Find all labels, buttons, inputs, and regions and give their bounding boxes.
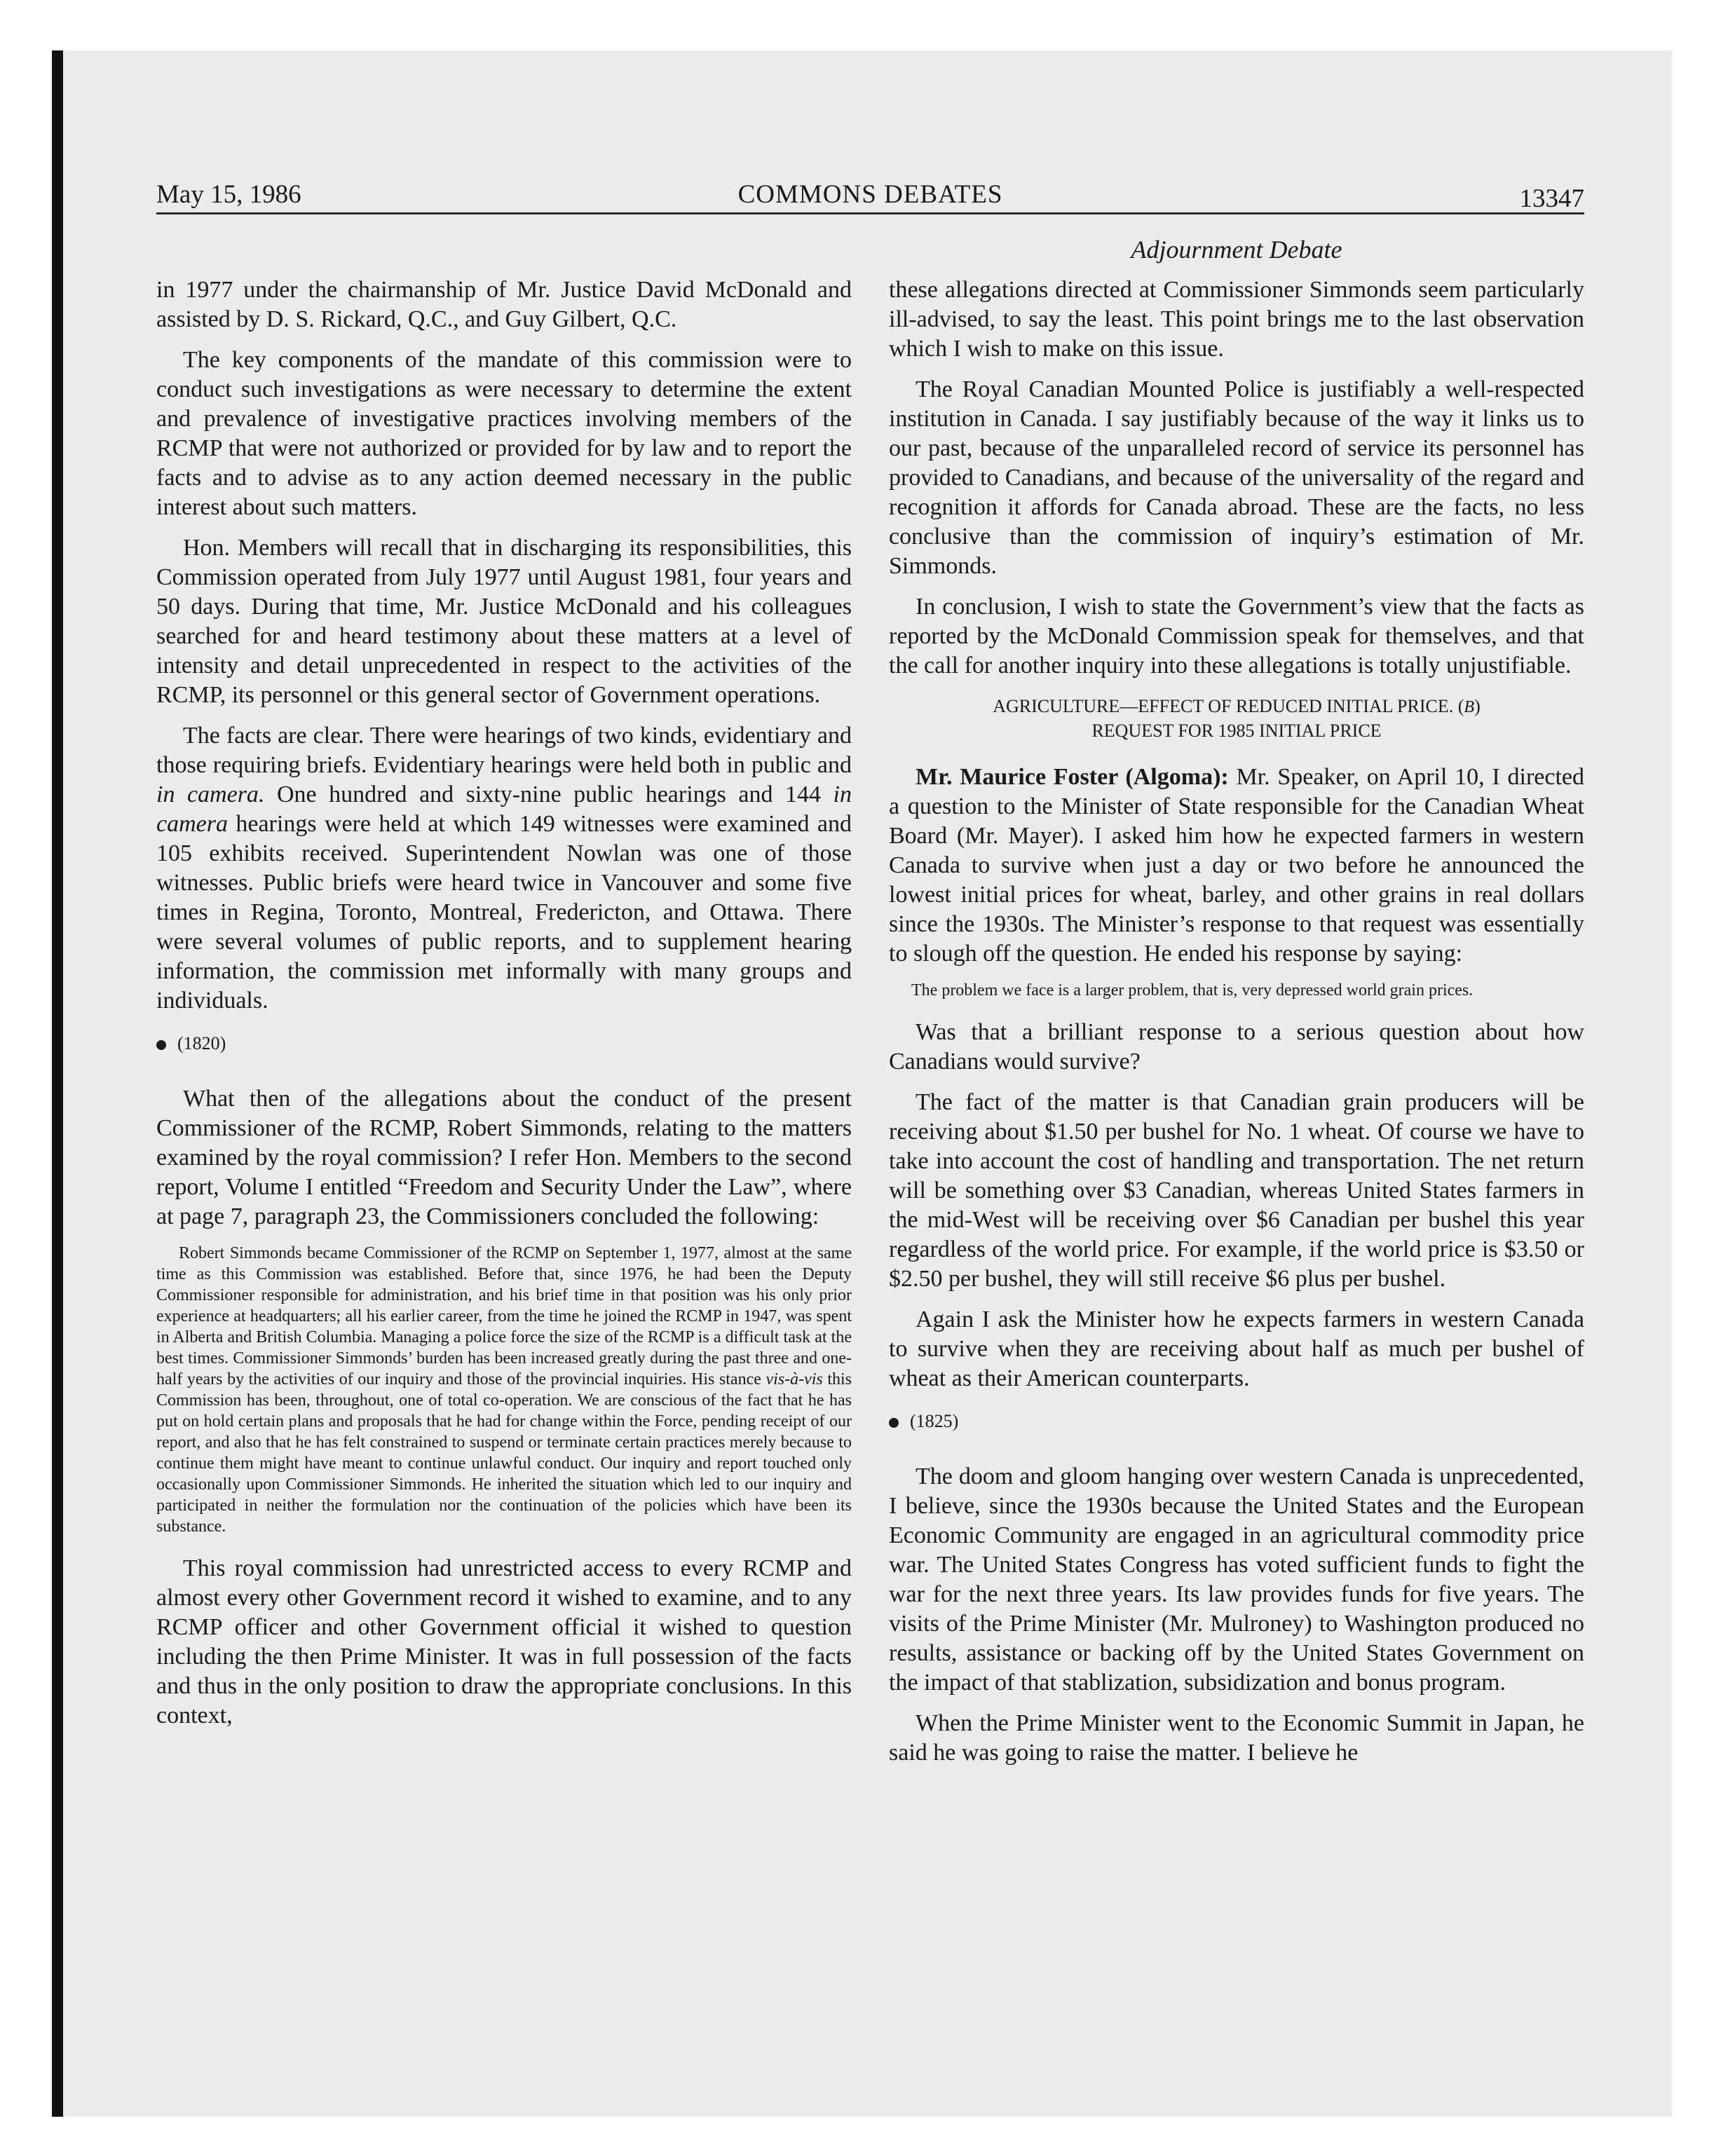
heading-line: REQUEST FOR 1985 INITIAL PRICE: [1091, 721, 1382, 741]
left-column: [156, 275, 852, 1742]
scan-left-edge: [52, 50, 63, 2117]
header-rule: [156, 212, 1584, 214]
text-run: AGRICULTURE—EFFECT OF REDUCED INITIAL PRICE. (: [993, 696, 1464, 716]
header-date: May 15, 1986: [156, 180, 301, 209]
paragraph: The key components of the mandate of this commission were to conduct such investigations as were necessary to determine the extent and prevalence of investigative practices involving members of the RCMP that were not authorized or provided for by law and to report the facts and to advise as to any action deemed necessary in the public interest about such matters.: [156, 347, 852, 520]
paragraph: these allegations directed at Commissioner Simmonds seem particularly ill-advised, to say the least. This point brings me to the last observation which I wish to make on this issue.: [889, 277, 1584, 362]
bullet-dot-icon: [156, 1040, 166, 1050]
paragraph: [889, 763, 1584, 969]
speaker-name: Mr. Maurice Foster (Algoma):: [916, 764, 1229, 790]
italic-text: in camera: [156, 782, 852, 837]
italic-text: vis-à-vis: [766, 1370, 823, 1389]
text-run: this Commission has been, throughout, one of total co-operation. We are conscious of the fact that he has put on hold certain plans and proposals that he had for change within the Force, pending receipt of our report, and also that he has felt constrained to suspend or terminate certain practices merely because to continue them might have meant to continue unlawful conduct. Our inquiry and report touched only occasionally upon Commissioner Simmonds. He inherited the situation which led to our inquiry and participated in neither the formulation nor the continuation of the policies which have been its substance.: [156, 1370, 852, 1536]
paragraph: Hon. Members will recall that in discharging its responsibilities, this Commission operated from July 1977 until August 1981, four years and 50 days. During that time, Mr. Justice McDonald and his colleagues searched for and heard testimony about these matters at a level of intensity and detail unprecedented in respect to the activities of the RCMP, its personnel or this general sector of Government operations.: [156, 535, 852, 708]
italic-text: B: [1464, 698, 1475, 716]
paragraph: Again I ask the Minister how he expects farmers in western Canada to survive when they are receiving about half as much per bushel of wheat as their American counterparts.: [889, 1306, 1584, 1391]
text-run: Robert Simmonds became Commissioner of the RCMP on September 1, 1977, almost at the same time as this Commission was established. Before that, since 1976, he had been the Deputy Commissioner responsible for administration, and his brief time in that position was his only prior experience at headquarters; all his earlier career, from the time he joined the RCMP in 1947, was spent in Alberta and British Columbia. Managing a police force the size of the RCMP is a difficult task at the best times. Commissioner Simmonds’ burden has been increased greatly during the past three and one-half years by the activities of our inquiry and those of the provincial inquiries. His stance: [156, 1244, 852, 1389]
time-marker-label: (1820): [177, 1033, 226, 1053]
paragraph: Was that a brilliant response to a serious question about how Canadians would survive?: [889, 1019, 1584, 1074]
paragraph: The doom and gloom hanging over western Canada is unprecedented, I believe, since the 1930s because the United States and the European Economic Community are engaged in an agricultural commodity price war. The United States Congress has voted sufficient funds to fight the war for the next three years. Its law provides funds for five years. The visits of the Prime Minister (Mr. Mulroney) to Washington produced no results, assistance or backing off by the United States Government on the impact of that stablization, subsidization and bonus program.: [889, 1464, 1584, 1696]
bullet-dot-icon: [889, 1418, 899, 1428]
paragraph: In conclusion, I wish to state the Government’s view that the facts as reported by the McDonald Commission speak for themselves, and that the call for another inquiry into these allegations is totally unjustifiable.: [889, 594, 1584, 678]
heading-line: [889, 695, 1584, 719]
text-run: ): [1474, 696, 1481, 716]
paragraph: When the Prime Minister went to the Economic Summit in Japan, he said he was going to raise the matter. I believe he: [889, 1710, 1584, 1766]
block-quote: The problem we face is a larger problem, that is, very depressed world grain prices.: [911, 981, 1474, 999]
paragraph: This royal commission had unrestricted access to every RCMP and almost every other Government record it wished to examine, and to any RCMP officer and other Government official it wished to question including the then Prime Minister. It was in full possession of the facts and thus in the only position to draw the appropriate conclusions. In this context,: [156, 1555, 852, 1728]
debate-heading: [889, 695, 1584, 743]
header-page-number: 13347: [1519, 184, 1584, 213]
paragraph: What then of the allegations about the conduct of the present Commissioner of the RCMP, Robert Simmonds, relating to the matters examined by the royal commission? I refer Hon. Members to the second report, Volume I entitled “Freedom and Security Under the Law”, where at page 7, paragraph 23, the Commissioners concluded the following:: [156, 1086, 852, 1229]
text-run: Mr. Speaker, on April 10, I directed a question to the Minister of State responsible for the Canadian Wheat Board (Mr. Mayer). I asked him how he expected farmers in western Canada to survive when just a day or two before he announced the lowest initial prices for wheat, barley, and other grains in real dollars since the 1930s. The Minister’s response to that request was essentially to slough off the question. He ended his response by saying:: [889, 764, 1584, 967]
block-quote: [156, 1243, 852, 1537]
time-marker-label: (1825): [910, 1411, 959, 1431]
header-title: COMMONS DEBATES: [737, 180, 1003, 209]
paragraph: The Royal Canadian Mounted Police is justifiably a well-respected institution in Canada. I say justifiably because of the way it links us to our past, because of the unparalleled record of service its personnel has provided to Canadians, and because of the universality of the regard and recognition it affords for Canada abroad. These are the facts, no less conclusive than the commission of inquiry’s estimation of Mr. Simmonds.: [889, 376, 1584, 579]
time-marker: [156, 1030, 852, 1058]
text-run: hearings were held at which 149 witnesses were examined and 105 exhibits received. Superintendent Nowlan was one of those witnesses. Public briefs were heard twice in Vancouver and some five times in Regina, Toronto, Montreal, Fredericton, and Ottawa. There were several volumes of public reports, and to supplement hearing information, the commission met informally with many groups and individuals.: [156, 811, 852, 1014]
italic-text: in camera.: [156, 782, 265, 807]
section-label: Adjournment Debate: [1131, 236, 1342, 264]
text-run: The facts are clear. There were hearings of two kinds, evidentiary and those requiring briefs. Evidentiary hearings were held both in public and: [156, 723, 852, 778]
page-header: [156, 179, 1584, 214]
text-run: One hundred and sixty-nine public hearings and 144: [264, 782, 834, 807]
time-marker: [889, 1407, 1584, 1435]
paragraph: in 1977 under the chairmanship of Mr. Justice David McDonald and assisted by D. S. Rickard, Q.C., and Guy Gilbert, Q.C.: [156, 277, 852, 332]
paragraph: [156, 721, 852, 1016]
paragraph: The fact of the matter is that Canadian grain producers will be receiving about $1.50 per bushel for No. 1 wheat. Of course we have to take into account the cost of handling and transportation. The net return will be something over $3 Canadian, whereas United States farmers in the mid-West will be receiving over $6 Canadian per bushel this year regardless of the world price. For example, if the world price is $3.50 or $2.50 per bushel, they will still receive $6 plus per bushel.: [889, 1089, 1584, 1292]
right-column: [889, 275, 1584, 1779]
